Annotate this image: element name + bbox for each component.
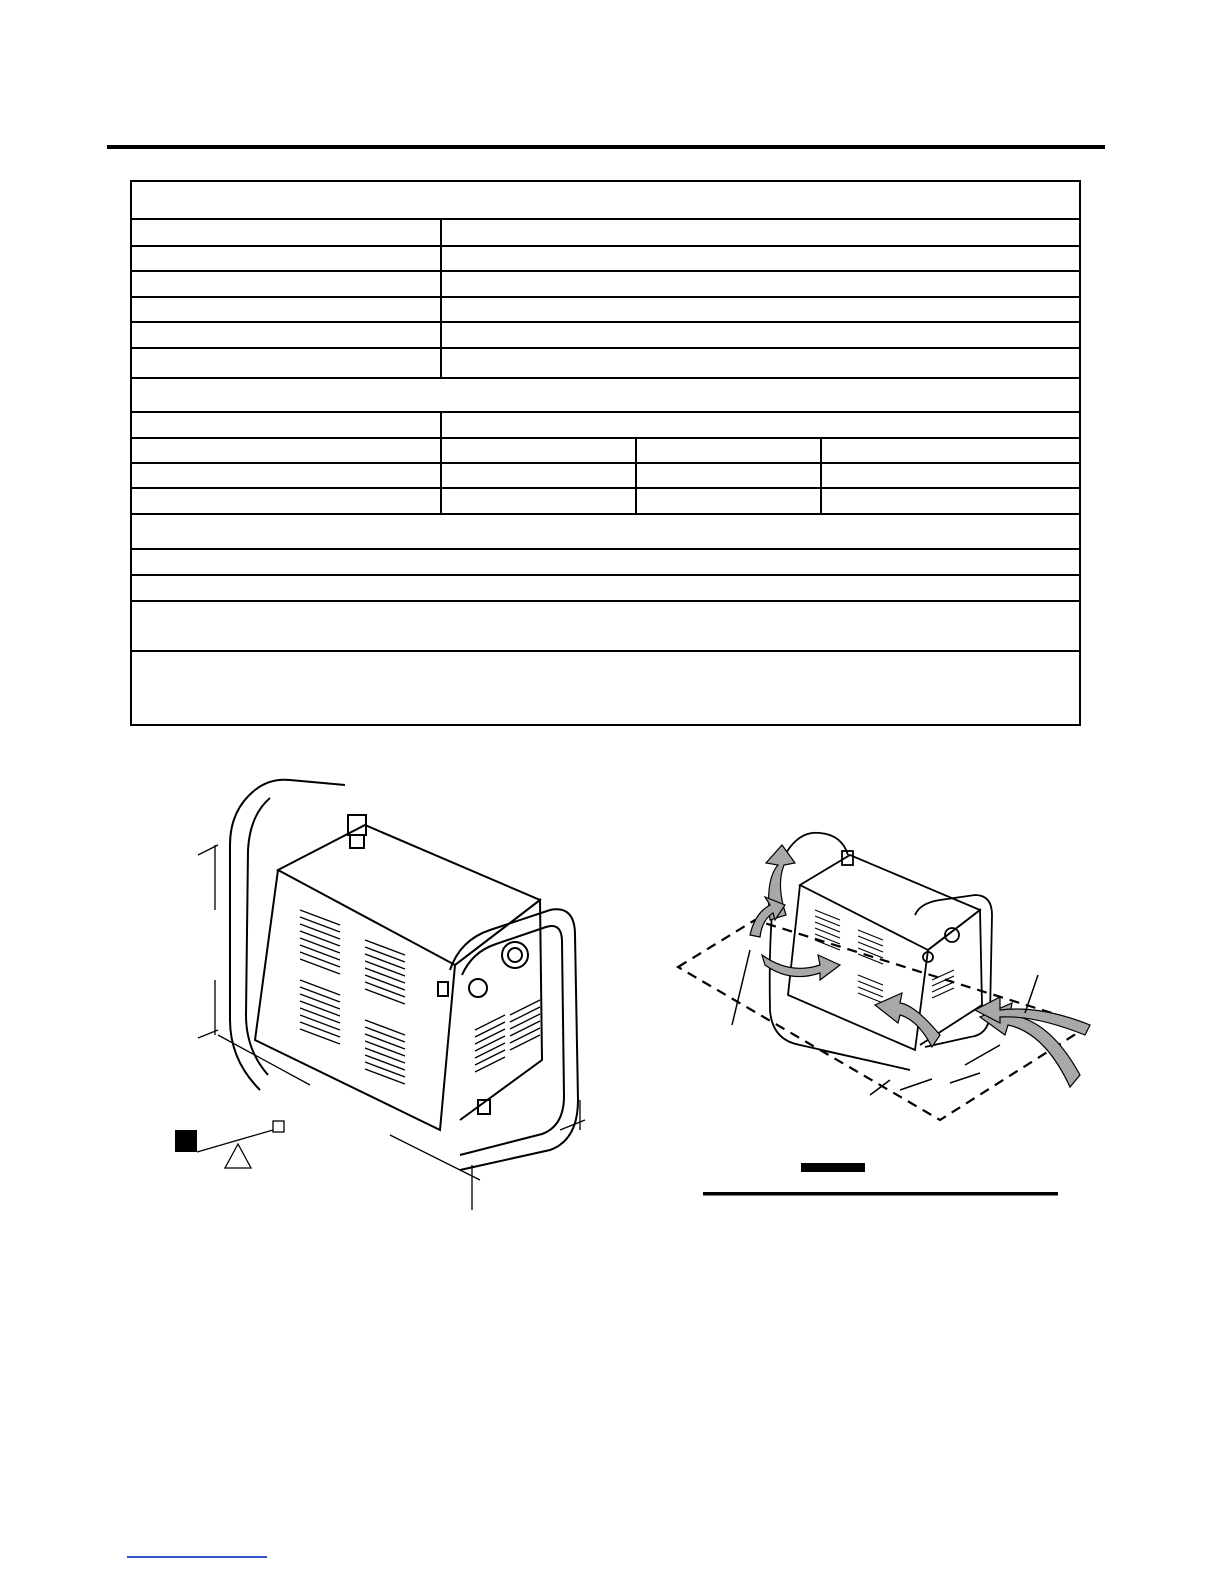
footer-link-underline[interactable] — [127, 1556, 267, 1558]
table-rule — [132, 270, 1079, 272]
table-col-rule — [635, 437, 637, 513]
table-rule — [132, 462, 1079, 464]
vent-louvres — [300, 910, 540, 1084]
table-rule — [132, 574, 1079, 576]
specification-table — [130, 180, 1081, 726]
table-rule — [132, 321, 1079, 323]
balance-scale-icon — [175, 1121, 284, 1168]
table-rule — [132, 513, 1079, 515]
power-supply-dimension-figure — [160, 770, 600, 1220]
power-supply-outline — [230, 780, 578, 1170]
table-rule — [132, 245, 1079, 247]
airflow-arrow-out — [762, 955, 840, 980]
table-col-rule — [820, 437, 822, 513]
figure-label-box — [801, 1163, 865, 1172]
airflow-arrow-in-1 — [875, 993, 940, 1047]
table-rule — [132, 377, 1079, 379]
table-rule — [132, 600, 1079, 602]
table-rule — [132, 296, 1079, 298]
table-rule — [132, 411, 1079, 413]
table-rule — [132, 487, 1079, 489]
table-rule — [132, 548, 1079, 550]
airflow-clearance-figure — [670, 825, 1100, 1205]
table-rule — [132, 347, 1079, 349]
table-rule — [132, 437, 1079, 439]
airflow-arrows — [750, 845, 1090, 1087]
header-rule — [107, 145, 1105, 149]
table-rule — [132, 218, 1079, 220]
table-col-rule — [440, 218, 442, 378]
table-col-rule — [440, 411, 442, 513]
table-rule — [132, 650, 1079, 652]
figure-underline — [703, 1192, 1058, 1196]
